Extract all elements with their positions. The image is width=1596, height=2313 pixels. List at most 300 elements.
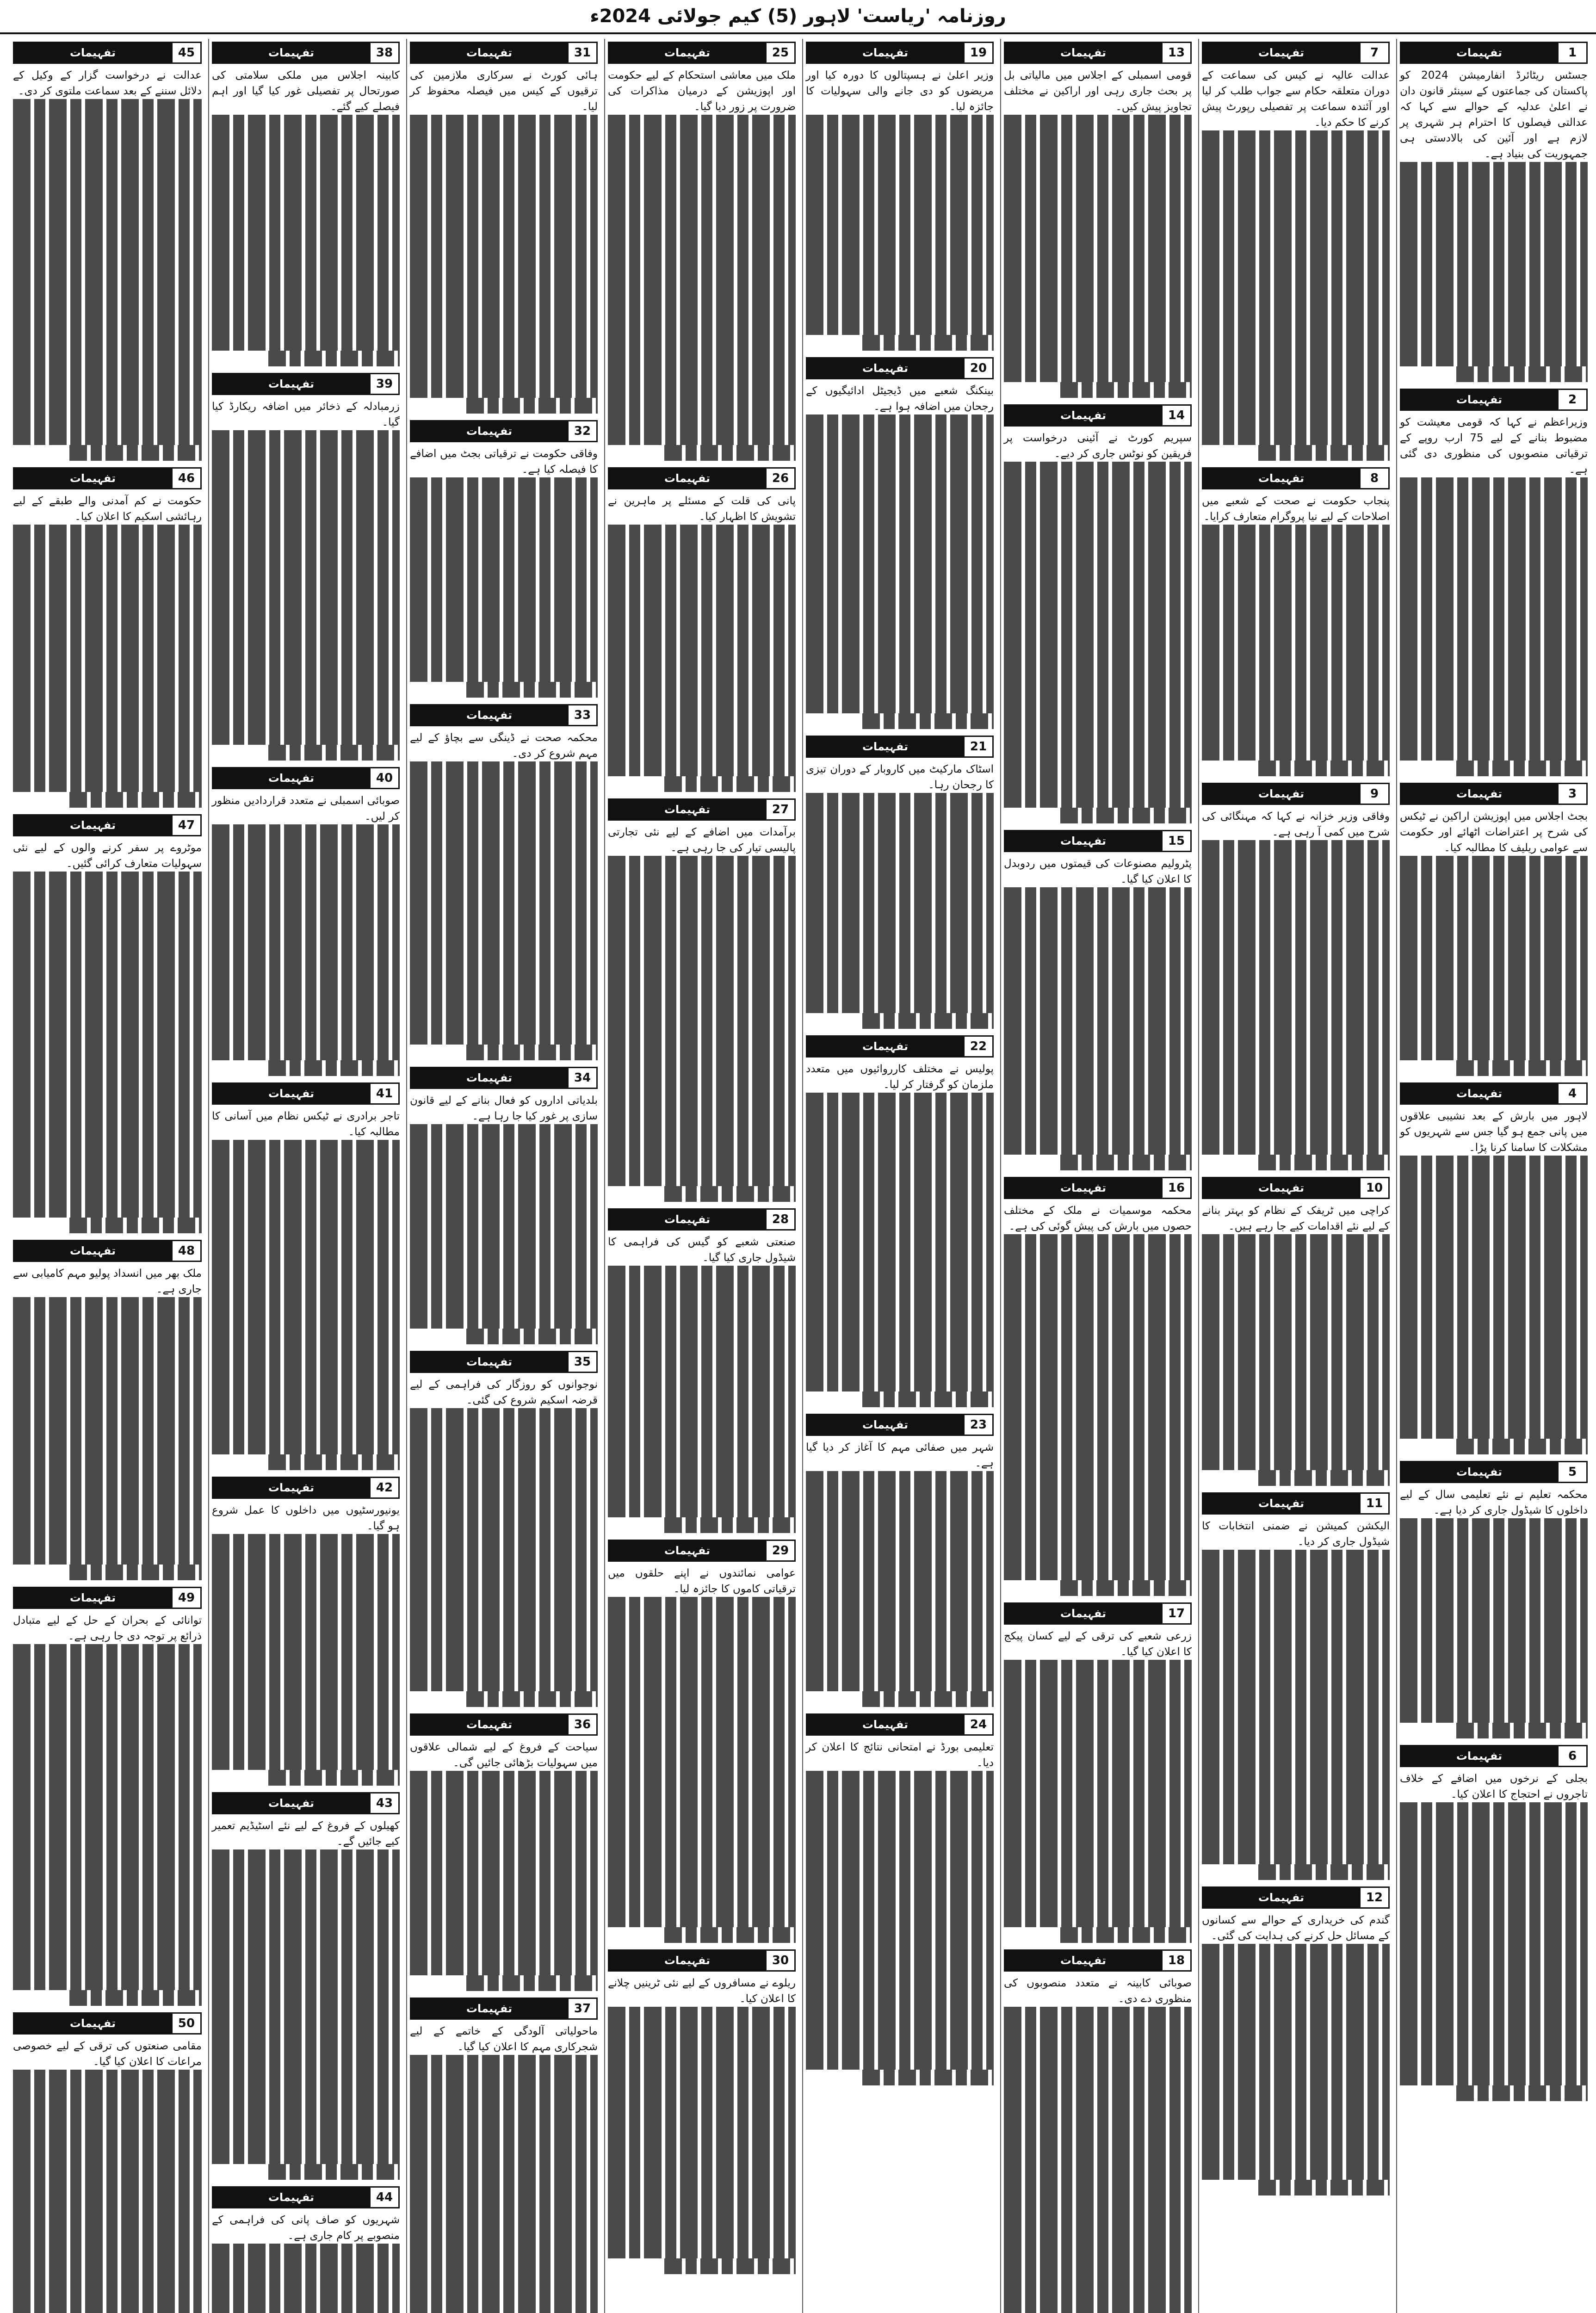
text-line-placeholder — [1004, 1817, 1192, 1833]
text-line-placeholder — [13, 1123, 202, 1139]
text-line-placeholder — [608, 1344, 796, 1360]
text-line-placeholder — [806, 1344, 994, 1360]
text-line-placeholder — [268, 2164, 400, 2180]
text-line-placeholder — [1004, 761, 1192, 776]
text-line-placeholder — [1400, 1818, 1588, 1834]
text-line-placeholder — [212, 919, 400, 934]
text-line-placeholder — [13, 1297, 202, 1313]
text-line-placeholder — [1202, 872, 1390, 887]
text-line-placeholder — [1004, 2306, 1192, 2313]
news-item-title: تفہیمات — [609, 1210, 765, 1229]
news-item — [806, 357, 994, 729]
news-column — [208, 39, 402, 2313]
text-line-placeholder — [13, 2148, 202, 2164]
text-line-placeholder — [806, 525, 994, 540]
text-line-placeholder — [410, 1297, 598, 1313]
news-item-header — [212, 42, 400, 64]
text-line-placeholder — [862, 335, 994, 351]
news-item-title: تفہیمات — [213, 1084, 369, 1103]
text-line-placeholder — [806, 1597, 994, 1613]
text-line-placeholder — [1004, 1470, 1192, 1486]
news-item-body: تاجر برادری نے ٹیکس نظام میں آسانی کا مطالبہ کیا۔ — [212, 1110, 400, 1138]
news-item-number: 31 — [567, 43, 596, 62]
text-line-placeholder — [1202, 1313, 1390, 1329]
text-line-placeholder — [608, 1439, 796, 1454]
text-line-placeholder — [13, 2306, 202, 2313]
text-line-placeholder — [1202, 1565, 1390, 1581]
news-item — [608, 467, 796, 792]
text-line-placeholder — [13, 1029, 202, 1045]
news-item-body: گندم کی خریداری کے حوالے سے کسانوں کے مسائل حل کرنے کی ہدایت کی گئی۔ — [1202, 1914, 1390, 1942]
news-item-header — [1400, 42, 1588, 64]
text-line-placeholder — [608, 745, 796, 761]
text-line-placeholder — [13, 272, 202, 288]
text-line-placeholder — [1400, 1881, 1588, 1897]
text-line-placeholder — [13, 241, 202, 256]
text-line-placeholder — [212, 493, 400, 509]
news-item — [1004, 1949, 1192, 2313]
text-line-placeholder — [13, 1927, 202, 1943]
text-line-placeholder — [608, 682, 796, 698]
text-line-placeholder — [13, 1423, 202, 1439]
text-line-placeholder — [1202, 1960, 1390, 1975]
text-line-placeholder — [608, 1723, 796, 1738]
text-line-placeholder — [13, 588, 202, 603]
text-line-placeholder — [1456, 1723, 1588, 1738]
text-line-placeholder — [608, 1691, 796, 1707]
text-line-placeholder — [1202, 1770, 1390, 1786]
text-line-placeholder — [806, 588, 994, 603]
news-item-number: 9 — [1359, 784, 1388, 804]
text-line-placeholder — [410, 1124, 598, 1140]
text-line-placeholder — [1004, 1266, 1192, 1281]
text-line-placeholder — [1400, 588, 1588, 603]
text-line-placeholder — [608, 130, 796, 146]
text-line-placeholder — [1004, 178, 1192, 193]
text-line-placeholder — [1004, 130, 1192, 146]
text-line-placeholder — [862, 1691, 994, 1707]
text-line-placeholder — [13, 1801, 202, 1817]
text-line-placeholder — [410, 1156, 598, 1171]
news-item-body: صوبائی کابینہ نے متعدد منصوبوں کی منظوری دے دی۔ — [1004, 1977, 1192, 2005]
text-line-placeholder — [1202, 225, 1390, 241]
text-line-placeholder — [1060, 1155, 1192, 1170]
text-line-placeholder — [608, 1266, 796, 1281]
news-item-body: پولیس نے مختلف کارروائیوں میں متعدد ملزمان کو گرفتار کر لیا۔ — [806, 1063, 994, 1091]
text-line-placeholder — [1202, 398, 1390, 414]
text-line-placeholder — [410, 809, 598, 824]
news-item-title: تفہیمات — [411, 1715, 567, 1734]
text-line-placeholder — [212, 572, 400, 588]
text-line-placeholder — [1400, 2054, 1588, 2070]
news-item — [1202, 1492, 1390, 1880]
text-line-placeholder — [1004, 2085, 1192, 2101]
text-line-placeholder — [1202, 1281, 1390, 1297]
text-line-placeholder — [212, 840, 400, 856]
text-line-placeholder — [410, 130, 598, 146]
text-line-placeholder — [806, 2022, 994, 2038]
text-line-placeholder — [1004, 2022, 1192, 2038]
text-line-placeholder — [410, 1218, 598, 1234]
text-line-placeholder — [608, 366, 796, 382]
news-item — [410, 1998, 598, 2313]
news-item-number: 11 — [1359, 1494, 1388, 1513]
text-line-placeholder — [806, 887, 994, 903]
text-line-placeholder — [410, 493, 598, 509]
text-line-placeholder — [410, 241, 598, 256]
news-item-body: محکمہ صحت نے ڈینگی سے بچاؤ کے لیے مہم شروع کر دی۔ — [410, 732, 598, 760]
text-line-placeholder — [1202, 982, 1390, 997]
text-line-placeholder — [862, 2070, 994, 2085]
news-item-header — [212, 373, 400, 395]
text-line-placeholder — [608, 209, 796, 225]
text-line-placeholder — [410, 1234, 598, 1250]
text-line-placeholder — [212, 966, 400, 982]
text-line-placeholder — [1400, 1975, 1588, 1991]
text-line-placeholder — [608, 1329, 796, 1344]
text-line-placeholder — [13, 2274, 202, 2290]
text-line-placeholder — [1060, 382, 1192, 398]
news-item-number: 50 — [171, 2014, 200, 2033]
text-line-placeholder — [1202, 1660, 1390, 1676]
text-line-placeholder — [1202, 1060, 1390, 1076]
news-item-number: 10 — [1359, 1178, 1388, 1198]
text-line-placeholder — [806, 414, 994, 430]
text-line-placeholder — [410, 777, 598, 793]
text-line-placeholder — [69, 792, 202, 808]
text-line-placeholder — [806, 1676, 994, 1691]
text-line-placeholder — [1400, 256, 1588, 272]
text-line-placeholder — [1202, 1613, 1390, 1628]
text-line-placeholder — [466, 1045, 598, 1060]
text-line-placeholder — [212, 1691, 400, 1707]
text-line-placeholder — [608, 2227, 796, 2243]
text-line-placeholder — [608, 1911, 796, 1927]
text-line-placeholder — [806, 493, 994, 509]
text-line-placeholder — [1202, 919, 1390, 934]
text-line-placeholder — [1004, 319, 1192, 335]
news-item-title: تفہیمات — [411, 43, 567, 62]
text-line-placeholder — [1400, 1802, 1588, 1818]
text-line-placeholder — [13, 619, 202, 635]
text-line-placeholder — [410, 2212, 598, 2228]
news-item-title: تفہیمات — [1203, 1888, 1359, 1907]
text-line-placeholder — [410, 588, 598, 603]
news-item-number: 18 — [1161, 1951, 1190, 1970]
text-line-placeholder — [1004, 256, 1192, 272]
text-line-placeholder — [1202, 272, 1390, 288]
text-line-placeholder — [1004, 729, 1192, 745]
text-line-placeholder — [1400, 556, 1588, 572]
text-line-placeholder — [13, 919, 202, 934]
text-line-placeholder — [806, 682, 994, 698]
text-line-placeholder — [1400, 1707, 1588, 1723]
text-line-placeholder — [13, 761, 202, 776]
text-line-placeholder — [1400, 1329, 1588, 1344]
news-item-number: 13 — [1161, 43, 1190, 62]
text-line-placeholder — [1400, 982, 1588, 997]
text-line-placeholder — [608, 1170, 796, 1186]
news-item — [608, 42, 796, 461]
text-line-placeholder — [608, 335, 796, 351]
text-line-placeholder — [608, 1029, 796, 1045]
text-line-placeholder — [1202, 1139, 1390, 1155]
text-line-placeholder — [1202, 588, 1390, 603]
text-line-placeholder — [410, 1676, 598, 1691]
text-line-placeholder — [1004, 666, 1192, 682]
news-column — [1000, 39, 1194, 2313]
text-line-placeholder — [608, 2070, 796, 2085]
text-line-placeholder — [212, 1376, 400, 1392]
text-line-placeholder — [410, 1818, 598, 1834]
text-line-placeholder — [1004, 997, 1192, 1013]
text-line-placeholder — [806, 1928, 994, 1944]
text-line-placeholder — [1202, 2164, 1390, 2180]
text-line-placeholder — [13, 1738, 202, 1754]
text-line-placeholder — [608, 1502, 796, 1517]
text-line-placeholder — [1004, 162, 1192, 178]
text-line-placeholder — [13, 1911, 202, 1927]
news-item — [1004, 1177, 1192, 1596]
text-line-placeholder — [806, 1313, 994, 1329]
text-line-placeholder — [13, 1470, 202, 1486]
text-line-placeholder — [1202, 966, 1390, 982]
news-item-body: زرعی شعبے کی ترقی کے لیے کسان پیکج کا اعلان کیا گیا۔ — [1004, 1630, 1192, 1658]
text-line-placeholder — [13, 146, 202, 162]
text-line-placeholder — [1400, 1912, 1588, 1928]
text-line-placeholder — [410, 225, 598, 241]
text-line-placeholder — [410, 1628, 598, 1644]
news-item — [1202, 1177, 1390, 1486]
text-line-placeholder — [212, 2038, 400, 2054]
text-line-placeholder — [1400, 1534, 1588, 1550]
text-line-placeholder — [806, 1329, 994, 1344]
text-line-placeholder — [806, 1124, 994, 1140]
text-line-placeholder — [13, 193, 202, 209]
text-line-placeholder — [1004, 919, 1192, 934]
text-line-placeholder — [806, 1266, 994, 1281]
text-line-placeholder — [410, 1424, 598, 1440]
text-line-placeholder — [1202, 1376, 1390, 1392]
text-line-placeholder — [410, 288, 598, 303]
news-item-header — [608, 1949, 796, 1972]
text-line-placeholder — [212, 903, 400, 919]
text-line-placeholder — [1004, 1770, 1192, 1786]
text-line-placeholder — [1004, 2258, 1192, 2274]
text-line-placeholder — [1202, 366, 1390, 382]
text-line-placeholder — [13, 335, 202, 351]
news-item-header — [212, 2186, 400, 2208]
news-item-number: 2 — [1557, 390, 1586, 409]
text-line-placeholder — [806, 934, 994, 950]
text-line-placeholder — [806, 115, 994, 130]
text-line-placeholder — [13, 1344, 202, 1360]
text-line-placeholder — [13, 1045, 202, 1060]
text-line-placeholder — [1004, 509, 1192, 525]
text-line-placeholder — [212, 288, 400, 303]
text-line-placeholder — [608, 1454, 796, 1470]
text-line-placeholder — [1400, 1407, 1588, 1423]
text-line-placeholder — [410, 982, 598, 997]
text-line-placeholder — [1400, 872, 1588, 887]
text-line-placeholder — [212, 1975, 400, 1991]
text-line-placeholder — [1400, 272, 1588, 288]
text-line-placeholder — [466, 682, 598, 698]
news-item-title: تفہیمات — [609, 800, 765, 819]
text-line-placeholder — [1202, 635, 1390, 650]
text-line-placeholder — [212, 872, 400, 887]
text-line-placeholder — [608, 193, 796, 209]
text-line-placeholder — [1400, 477, 1588, 493]
news-item-title: تفہیمات — [14, 469, 171, 488]
text-line-placeholder — [1202, 2101, 1390, 2117]
news-item-number: 38 — [369, 43, 398, 62]
text-line-placeholder — [1456, 1060, 1588, 1076]
text-line-placeholder — [806, 997, 994, 1013]
text-line-placeholder — [608, 303, 796, 319]
text-line-placeholder — [212, 462, 400, 477]
text-line-placeholder — [806, 619, 994, 635]
text-line-placeholder — [608, 997, 796, 1013]
text-line-placeholder — [608, 2164, 796, 2180]
text-line-placeholder — [608, 241, 796, 256]
text-line-placeholder — [1202, 840, 1390, 856]
news-item-number: 24 — [963, 1715, 992, 1734]
text-line-placeholder — [1060, 1580, 1192, 1596]
text-line-placeholder — [1004, 1864, 1192, 1880]
text-line-placeholder — [1004, 2117, 1192, 2133]
text-line-placeholder — [608, 1644, 796, 1660]
news-item-title: تفہیمات — [1401, 784, 1557, 804]
text-line-placeholder — [212, 1628, 400, 1644]
news-item-title: تفہیمات — [14, 43, 171, 62]
text-line-placeholder — [13, 2070, 202, 2085]
text-line-placeholder — [1004, 1502, 1192, 1517]
news-item-title: تفہیمات — [1005, 831, 1161, 851]
text-line-placeholder — [410, 1250, 598, 1266]
text-line-placeholder — [212, 272, 400, 288]
text-line-placeholder — [13, 2133, 202, 2148]
text-line-placeholder — [806, 1581, 994, 1597]
news-item-body: وفاقی وزیر خزانہ نے کہا کہ مہنگائی کی شرح میں کمی آ رہی ہے۔ — [1202, 810, 1390, 838]
news-item-number: 3 — [1557, 784, 1586, 804]
text-line-placeholder — [1202, 903, 1390, 919]
news-item — [806, 1035, 994, 1407]
text-line-placeholder — [1202, 525, 1390, 540]
text-line-placeholder — [212, 635, 400, 650]
text-line-placeholder — [13, 2085, 202, 2101]
news-item-body: عوامی نمائندوں نے اپنے حلقوں میں ترقیاتی کاموں کا جائزہ لیا۔ — [608, 1567, 796, 1595]
text-line-placeholder — [806, 1802, 994, 1818]
text-line-placeholder — [1400, 698, 1588, 713]
text-line-placeholder — [608, 1470, 796, 1486]
news-item-title: تفہیمات — [807, 359, 963, 378]
news-item — [410, 1713, 598, 1991]
news-item-title: تفہیمات — [609, 43, 765, 62]
text-line-placeholder — [410, 635, 598, 650]
text-line-placeholder — [410, 650, 598, 666]
text-line-placeholder — [410, 1565, 598, 1581]
text-line-placeholder — [608, 1013, 796, 1029]
text-line-placeholder — [1456, 2085, 1588, 2101]
text-line-placeholder — [212, 2007, 400, 2022]
text-line-placeholder — [13, 966, 202, 982]
text-line-placeholder — [1004, 146, 1192, 162]
text-line-placeholder — [1202, 556, 1390, 572]
text-line-placeholder — [608, 146, 796, 162]
text-line-placeholder — [1202, 382, 1390, 398]
text-line-placeholder — [410, 1518, 598, 1534]
text-line-placeholder — [13, 398, 202, 414]
text-line-placeholder — [608, 2133, 796, 2148]
news-item-number: 12 — [1359, 1888, 1388, 1907]
text-line-placeholder — [1202, 162, 1390, 178]
text-line-placeholder — [410, 303, 598, 319]
news-item-header — [13, 1587, 202, 1609]
text-line-placeholder — [1004, 2195, 1192, 2211]
text-line-placeholder — [608, 603, 796, 619]
text-line-placeholder — [1400, 2007, 1588, 2022]
text-line-placeholder — [806, 635, 994, 650]
text-line-placeholder — [212, 650, 400, 666]
text-line-placeholder — [806, 1613, 994, 1628]
text-line-placeholder — [268, 745, 400, 761]
text-line-placeholder — [1202, 1439, 1390, 1454]
text-line-placeholder — [608, 1107, 796, 1123]
text-line-placeholder — [13, 713, 202, 729]
text-line-placeholder — [410, 1613, 598, 1628]
text-line-placeholder — [608, 1313, 796, 1329]
news-item-body: عدالت عالیہ نے کیس کی سماعت کے دوران متعلقہ حکام سے جواب طلب کر لیا اور آئندہ سماعت پر تفصیلی رپورٹ پیش کرنے کا حکم دیا۔ — [1202, 69, 1390, 129]
text-line-placeholder — [1004, 2290, 1192, 2306]
text-line-placeholder — [608, 588, 796, 603]
text-line-placeholder — [1400, 162, 1588, 178]
news-item-header — [1004, 42, 1192, 64]
text-line-placeholder — [1004, 2070, 1192, 2085]
text-line-placeholder — [13, 2101, 202, 2117]
text-line-placeholder — [1400, 919, 1588, 934]
text-line-placeholder — [410, 997, 598, 1013]
text-line-placeholder — [13, 256, 202, 272]
text-line-placeholder — [806, 1156, 994, 1171]
text-line-placeholder — [608, 1676, 796, 1691]
text-line-placeholder — [608, 1613, 796, 1628]
news-item — [1004, 1602, 1192, 1943]
news-item-header — [608, 467, 796, 489]
text-line-placeholder — [608, 2038, 796, 2054]
text-line-placeholder — [1400, 650, 1588, 666]
news-item — [1400, 1461, 1588, 1738]
text-line-placeholder — [13, 1786, 202, 1801]
text-line-placeholder — [13, 115, 202, 130]
text-line-placeholder — [1202, 1392, 1390, 1407]
text-line-placeholder — [1004, 1281, 1192, 1297]
text-line-placeholder — [212, 509, 400, 525]
text-line-placeholder — [608, 1786, 796, 1801]
news-item-number: 39 — [369, 374, 398, 394]
text-line-placeholder — [410, 2291, 598, 2307]
text-line-placeholder — [1400, 509, 1588, 525]
text-line-placeholder — [1258, 1155, 1390, 1170]
news-item — [410, 42, 598, 414]
text-line-placeholder — [212, 446, 400, 462]
text-line-placeholder — [1060, 808, 1192, 823]
text-line-placeholder — [806, 698, 994, 713]
text-line-placeholder — [1400, 1849, 1588, 1865]
text-line-placeholder — [806, 966, 994, 982]
text-line-placeholder — [13, 2117, 202, 2133]
text-line-placeholder — [1004, 525, 1192, 540]
